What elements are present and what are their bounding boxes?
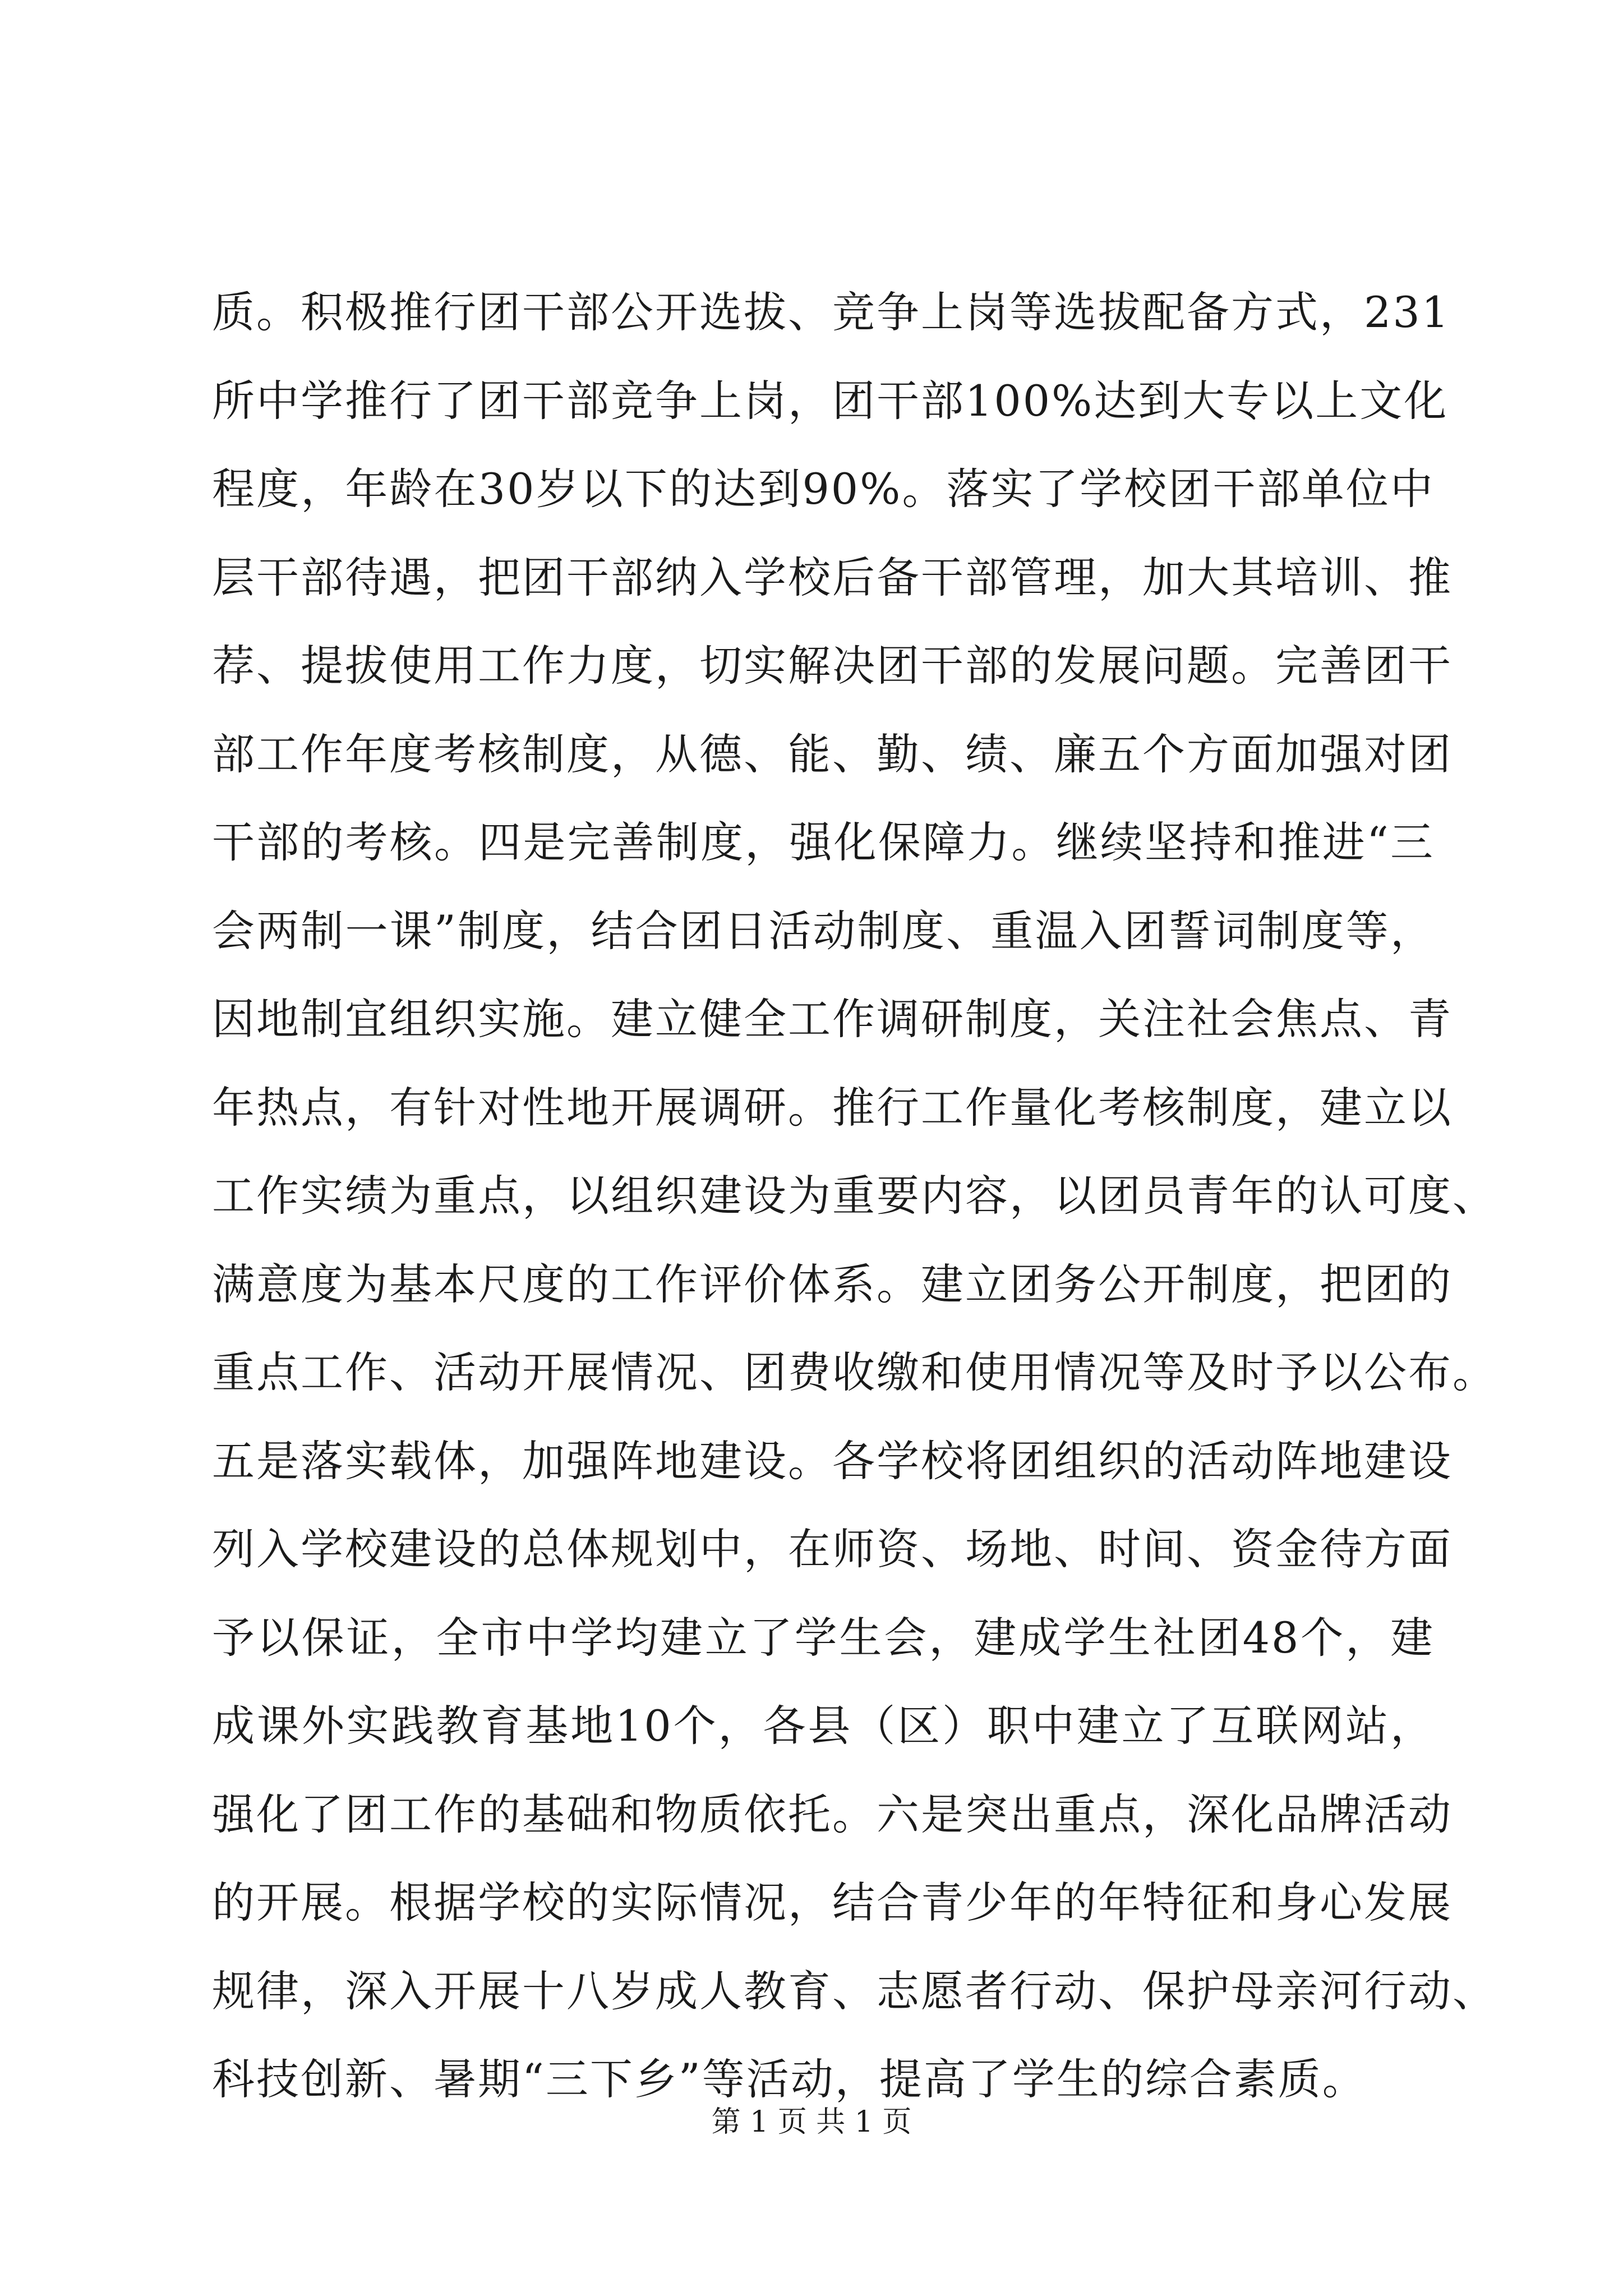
page-number-label: 第 1 页 共 1 页 [711, 2105, 912, 2139]
text-line: 成课外实践教育基地10个，各县（区）职中建立了互联网站， [212, 1701, 1435, 1751]
text-line: 五是落实载体，加强阵地建设。各学校将团组织的活动阵地建设 [212, 1435, 1453, 1486]
body-paragraph [212, 268, 1497, 2124]
text-line: 层干部待遇，把团干部纳入学校后备干部管理，加大其培训、推 [212, 552, 1453, 602]
text-line: 满意度为基本尺度的工作评价体系。建立团务公开制度，把团的 [212, 1259, 1453, 1309]
text-line: 工作实绩为重点，以组织建设为重要内容，以团员青年的认可度、 [212, 1171, 1497, 1221]
text-line: 干部的考核。四是完善制度，强化保障力。继续坚持和推进“三 [212, 817, 1435, 867]
text-line: 年热点，有针对性地开展调研。推行工作量化考核制度，建立以 [212, 1082, 1453, 1133]
text-line: 会两制一课”制度，结合团日活动制度、重温入团誓词制度等， [212, 905, 1435, 956]
text-line: 予以保证，全市中学均建立了学生会，建成学生社团48个，建 [212, 1612, 1435, 1663]
text-line: 部工作年度考核制度，从德、能、勤、绩、廉五个方面加强对团 [212, 729, 1453, 779]
text-line: 程度，年龄在30岁以下的达到90%。落实了学校团干部单位中 [212, 464, 1435, 514]
text-line: 因地制宜组织实施。建立健全工作调研制度，关注社会焦点、青 [212, 994, 1453, 1044]
text-line: 质。积极推行团干部公开选拔、竞争上岗等选拔配备方式，231 [212, 287, 1451, 337]
text-line: 强化了团工作的基础和物质依托。六是突出重点，深化品牌活动 [212, 1789, 1453, 1839]
text-line: 荐、提拔使用工作力度，切实解决团干部的发展问题。完善团干 [212, 641, 1453, 691]
text-line: 的开展。根据学校的实际情况，结合青少年的年特征和身心发展 [212, 1878, 1453, 1927]
text-line: 规律，深入开展十八岁成人教育、志愿者行动、保护母亲河行动、 [212, 1966, 1497, 2016]
text-line: 重点工作、活动开展情况、团费收缴和使用情况等及时予以公布。 [212, 1347, 1497, 1397]
page-footer [0, 2098, 1623, 2140]
text-line: 科技创新、暑期“三下乡”等活动，提高了学生的综合素质。 [212, 2054, 1367, 2104]
text-line: 所中学推行了团干部竞争上岗，团干部100%达到大专以上文化 [212, 375, 1449, 426]
text-line: 列入学校建设的总体规划中，在师资、场地、时间、资金待方面 [212, 1524, 1453, 1574]
